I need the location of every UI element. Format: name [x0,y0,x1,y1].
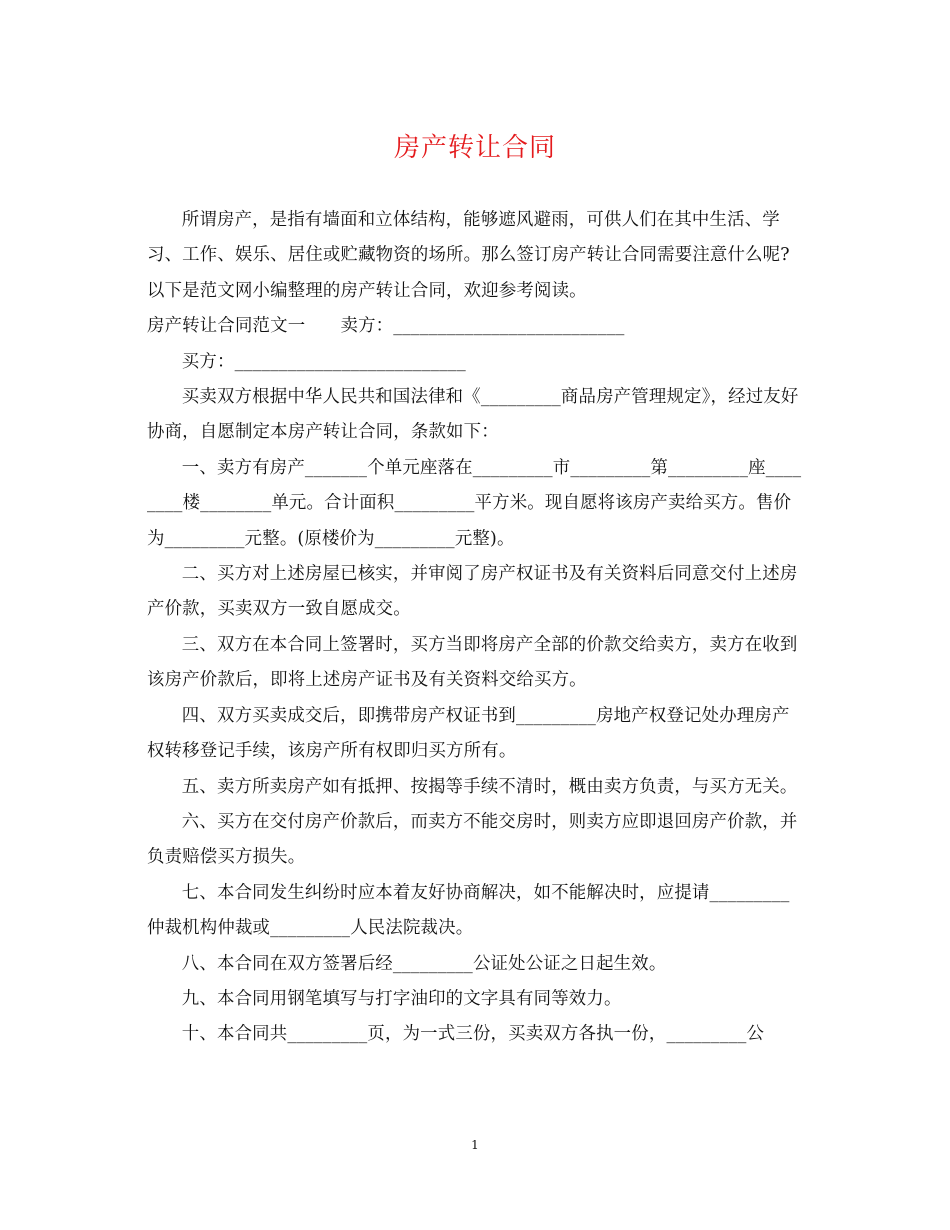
clause-2: 二、买方对上述房屋已核实，并审阅了房产权证书及有关资料后同意交付上述房产价款，买卖双方一致自愿成交。 [147,564,798,620]
clause-6: 六、买方在交付房产价款后，而卖方不能交房时，则卖方应即退回房产价款，并负责赔偿买方损失。 [147,811,798,868]
clause-7: 七、本合同发生纠纷时应本着友好协商解决，如不能解决时，应提请_________仲裁机构仲裁或_________人民法院裁决。 [147,882,790,939]
document-title: 房产转让合同 [393,133,556,163]
intro-paragraph: 所谓房产，是指有墙面和立体结构，能够遮风避雨，可供人们在其中生活、学习、工作、娱乐、居住或贮藏物资的场所。那么签订房产转让合同需要注意什么呢?以下是范文网小编整理的房产转让合同，欢迎参考阅读。 [147,210,790,301]
seller-line: 房产转让合同范文一 卖方：__________________________ [147,316,625,337]
clause-9: 九、本合同用钢笔填写与打字油印的文字具有同等效力。 [181,988,622,1009]
contract-preamble: 买卖双方根据中华人民共和国法律和《_________商品房产管理规定》，经过友好协商，自愿制定本房产转让合同，条款如下： [147,387,799,443]
clause-3: 三、双方在本合同上签署时，买方当即将房产全部的价款交给卖方，卖方在收到该房产价款后，即将上述房产证书及有关资料交给买方。 [147,634,798,691]
clause-1: 一、卖方有房产_______个单元座落在_________市_________第_________座________楼________单元。合计面积_________平方米。现自愿将该房产卖给买方。售价为_________元整。(原楼价为_________元整)。 [147,457,802,549]
clause-4: 四、双方买卖成交后，即携带房产权证书到_________房地产权登记处办理房产权转移登记手续，该房产所有权即归买方所有。 [147,705,790,762]
clause-8: 八、本合同在双方签署后经_________公证处公证之日起生效。 [181,953,667,974]
clause-5: 五、卖方所卖房产如有抵押、按揭等手续不清时，概由卖方负责，与买方无关。 [181,776,798,797]
page-number: 1 [471,1138,479,1152]
clause-10: 十、本合同共_________页，为一式三份，买卖双方各执一份，_________公 [181,1024,765,1045]
document-body [147,203,807,1053]
buyer-line: 买方：__________________________ [181,351,466,372]
